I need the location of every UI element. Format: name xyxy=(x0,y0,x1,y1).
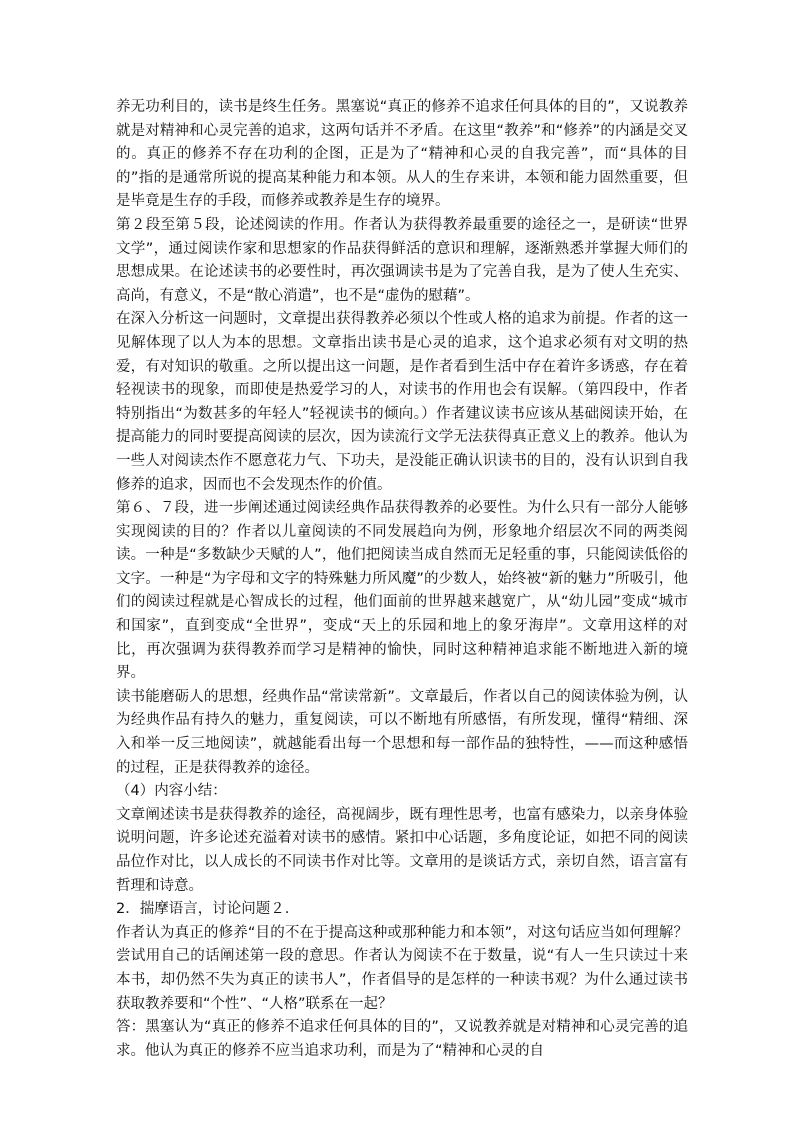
paragraph: 在深入分析这一问题时，文章提出获得教养必须以个性或人格的追求为前提。作者的这一见解体现了以人为本的思想。文章指出读书是心灵的追求，这个追求必须有对文明的热爱，有对知识的敬重。之所以提出这一问题，是作者看到生活中存在着许多诱惑，存在着轻视读书的现象，而即使是热爱学习的人，对读书的作用也会有误解。（第四段中，作者特别指出“为数甚多的年轻人”轻视读书的倾向。）作者建议读书应该从基础阅读开始，在提高能力的同时要提高阅读的层次，因为读流行文学无法获得真正意义上的教养。他认为一些人对阅读杰作不愿意花力气、下功夫，是没能正确认识读书的目的，没有认识到自我修养的追求，因而也不会发现杰作的价值。 xyxy=(116,311,688,493)
paragraph: 第６、７段，进一步阐述通过阅读经典作品获得教养的必要性。为什么只有一部分人能够实现阅读的目的？作者以儿童阅读的不同发展趋向为例，形象地介绍层次不同的两类阅读。一种是“多数缺少天赋的人”，他们把阅读当成自然而无足轻重的事，只能阅读低俗的文字。一种是“为字母和文字的特殊魅力所风魔”的少数人，始终被“新的魅力”所吸引，他们的阅读过程就是心智成长的过程，他们面前的世界越来越宽广，从“幼儿园”变成“城市和国家”，直到变成“全世界”，变成“天上的乐园和地上的象牙海岸”。文章用这样的对比，再次强调为获得教养而学习是精神的愉快，同时这种精神追求能不断地进入新的境界。 xyxy=(116,500,688,682)
paragraph: 养无功利目的，读书是终生任务。黑塞说“真正的修养不追求任何具体的目的”，又说教养就是对精神和心灵完善的追求，这两句话并不矛盾。在这里“教养”和“修养”的内涵是交叉的。真正的修养不存在功利的企图，正是为了“精神和心灵的自我完善”，而“具体的目的”指的是通常所说的提高某种能力和本领。从人的生存来讲，本领和能力固然重要，但是毕竟是生存的手段，而修养或教养是生存的境界。 xyxy=(116,99,688,210)
question-paragraph: 作者认为真正的修养“目的不在于提高这种或那种能力和本领”，对这句话应当如何理解？尝试用自己的话阐述第一段的意思。作者认为阅读不在于数量，说“有人一生只读过十来本书，却仍然不失为真正的读书人”，作者倡导的是怎样的一种读书观？为什么通过读书获取教养要和“个性”、“人格”联系在一起？ xyxy=(116,924,688,1012)
section-heading: （4）内容小结： xyxy=(116,783,227,800)
document-page xyxy=(116,96,688,1063)
section-heading: 2．揣摩语言，讨论问题２. xyxy=(116,901,290,918)
paragraph: 文章阐述读书是获得教养的途径，高视阔步，既有理性思考，也富有感染力，以亲身体验说明问题，许多论述充溢着对读书的感情。紧扣中心话题，多角度论证，如把不同的阅读品位作对比，以人成长的不同读书作对比等。文章用的是谈话方式，亲切自然，语言富有哲理和诗意。 xyxy=(116,806,688,894)
answer-paragraph: 答：黑塞认为“真正的修养不追求任何具体的目的”，又说教养就是对精神和心灵完善的追求。他认为真正的修养不应当追求功利，而是为了“精神和心灵的自 xyxy=(116,1019,688,1059)
paragraph: 第２段至第５段，论述阅读的作用。作者认为获得教养最重要的途径之一，是研读“世界文学”，通过阅读作家和思想家的作品获得鲜活的意识和理解，逐渐熟悉并掌握大师们的思想成果。在论述读书的必要性时，再次强调读书是为了完善自我，是为了使人生充实、高尚，有意义，不是“散心消遣”，也不是“虚伪的慰藉”。 xyxy=(116,216,688,304)
paragraph: 读书能磨砺人的思想，经典作品“常读常新”。文章最后，作者以自己的阅读体验为例，认为经典作品有持久的魅力，重复阅读，可以不断地有所感悟，有所发现，懂得“精细、深入和举一反三地阅读”，就越能看出每一个思想和每一部作品的独特性，——而这种感悟的过程，正是获得教养的途径。 xyxy=(116,688,688,776)
